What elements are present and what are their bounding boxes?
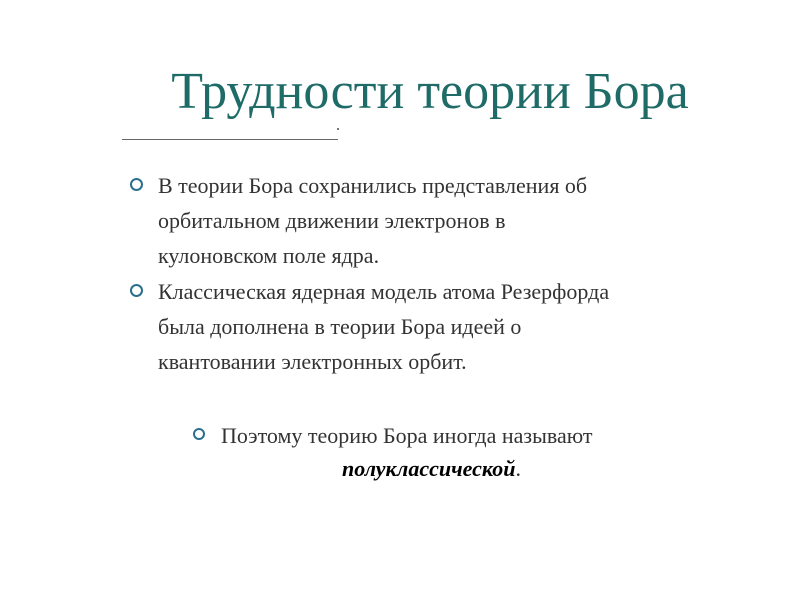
conclusion-line-2 (342, 452, 521, 485)
bullet-2-line-2: была дополнена в теории Бора идеей о (158, 314, 522, 339)
bullet-1-line-3: кулоновском поле ядра. (158, 243, 380, 268)
conclusion-period: . (515, 456, 521, 481)
bullet-text-1 (158, 168, 718, 273)
title-underline (122, 139, 338, 140)
hollow-circle-bullet-icon (130, 284, 143, 297)
conclusion-emphasis: полуклассической (342, 456, 516, 481)
bullet-2-line-1: Классическая ядерная модель атома Резерфорда (158, 279, 610, 304)
bullet-1-line-2: орбитальном движении электронов в (158, 208, 506, 233)
slide-title: Трудности теории Бора (171, 63, 689, 120)
hollow-circle-bullet-icon (130, 178, 143, 191)
bullet-1-line-1: В теории Бора сохранились представления об (158, 173, 588, 198)
title-underline-dot (337, 128, 339, 130)
bullet-2-line-3: квантовании электронных орбит. (158, 349, 467, 374)
bullet-text-2 (158, 274, 718, 379)
conclusion-line-1: Поэтому теорию Бора иногда называют (221, 423, 593, 448)
hollow-circle-bullet-icon (193, 428, 205, 440)
